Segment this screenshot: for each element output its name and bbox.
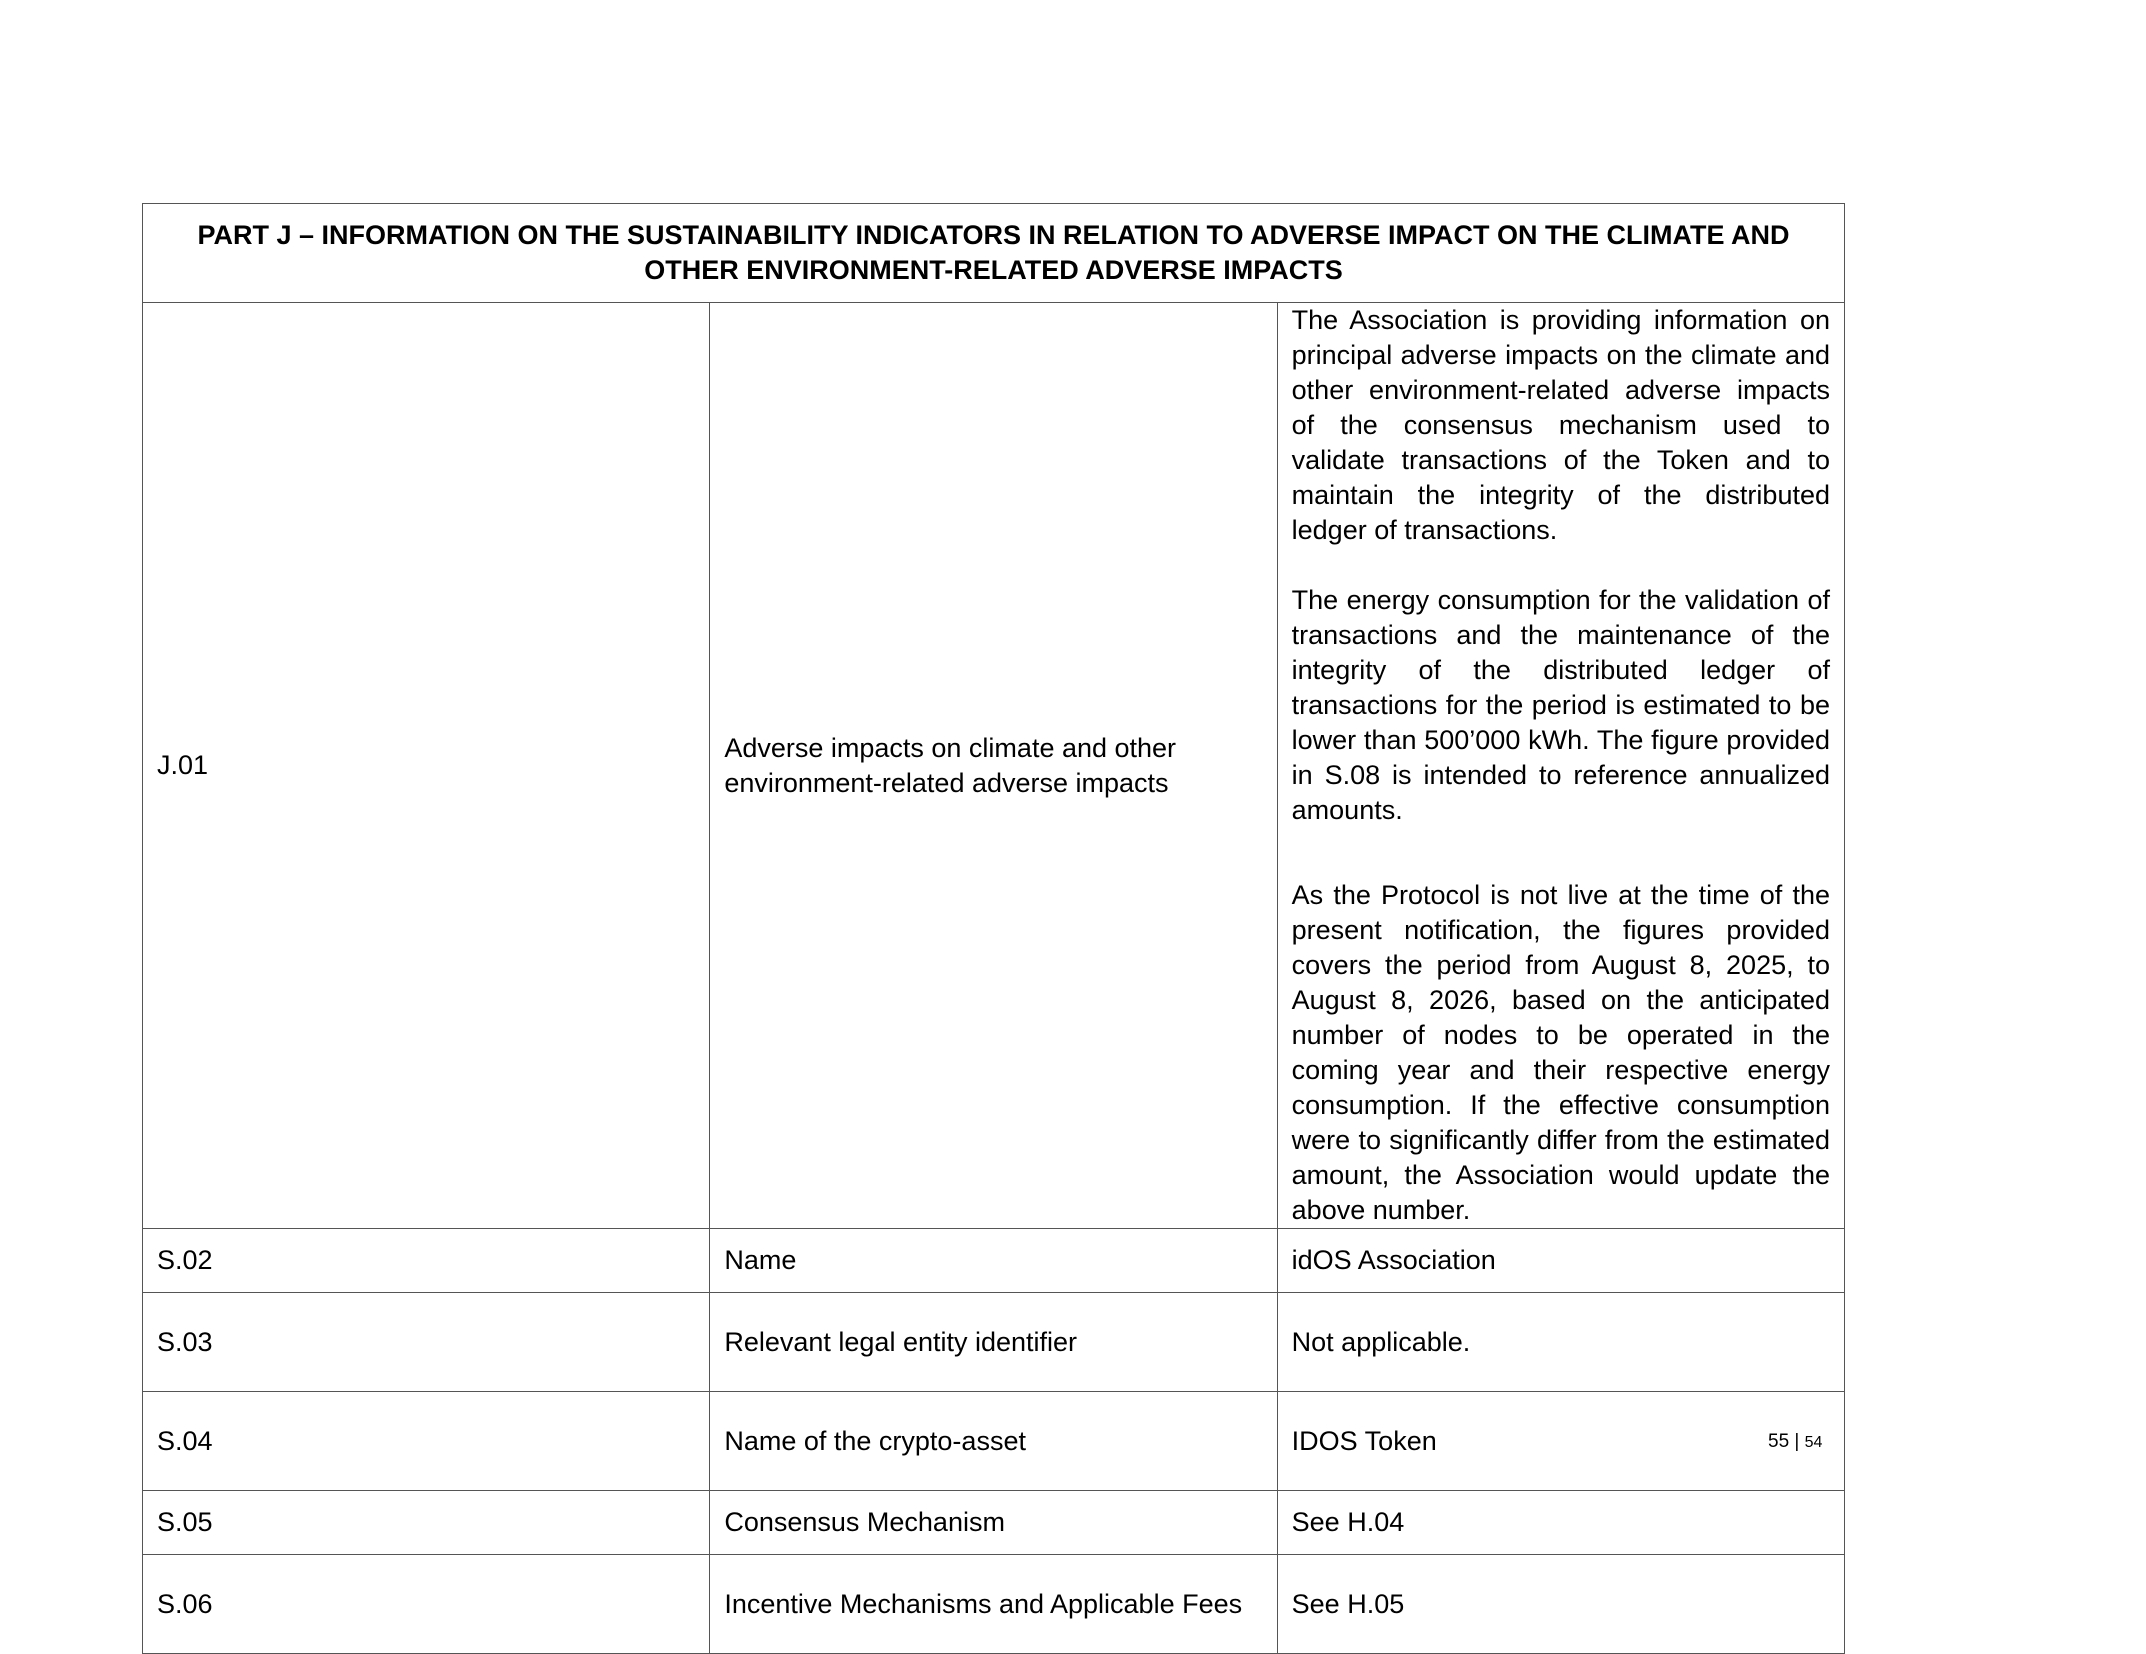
sustainability-table — [142, 203, 1845, 1654]
row-value: IDOS Token — [1277, 1392, 1844, 1491]
row-field: Relevant legal entity identifier — [710, 1293, 1277, 1392]
table-row — [143, 1293, 1845, 1392]
table-header-row — [143, 204, 1845, 303]
row-code: S.04 — [143, 1392, 710, 1491]
row-code: J.01 — [143, 303, 710, 1229]
row-value: See H.05 — [1277, 1555, 1844, 1654]
row-code: S.03 — [143, 1293, 710, 1392]
row-field: Incentive Mechanisms and Applicable Fees — [710, 1555, 1277, 1654]
table-title: PART J – INFORMATION ON THE SUSTAINABILITY INDICATORS IN RELATION TO ADVERSE IMPACT ON THE CLIMATE AND OTHER ENVIRONMENT-RELATED ADVERSE IMPACTS — [143, 204, 1845, 303]
total-pages: 54 — [1804, 1434, 1823, 1451]
table-row — [143, 1229, 1845, 1293]
table-row — [143, 303, 1845, 1229]
row-code: S.06 — [143, 1555, 710, 1654]
paragraph: The energy consumption for the validation of transactions and the maintenance of the integrity of the distributed ledger of transactions for the period is estimated to be lower than 500’000 kWh. The figure provided in S.08 is intended to reference annualized amounts. — [1291, 585, 1830, 825]
row-code: S.05 — [143, 1491, 710, 1555]
paragraph: As the Protocol is not live at the time of the present notification, the figures provided covers the period from August 8, 2025, to August 8, 2026, based on the anticipated number of nodes to be operated in the coming year and their respective energy consumption. If the effective consumption were to significantly differ from the estimated amount, the Association would update the above number. — [1291, 880, 1830, 1225]
row-field: Name — [710, 1229, 1277, 1293]
page-number — [1768, 1431, 1822, 1453]
table-row — [143, 1392, 1845, 1491]
row-value: idOS Association — [1277, 1229, 1844, 1293]
row-field: Name of the crypto-asset — [710, 1392, 1277, 1491]
table-row — [143, 1491, 1845, 1555]
page-separator: | — [1794, 1431, 1800, 1452]
paragraph: The Association is providing information on principal adverse impacts on the climate and other environment-related adverse impacts of the consensus mechanism used to validate transactions of the Token and to maintain the integrity of the distributed ledger of transactions. — [1291, 305, 1830, 545]
row-code: S.02 — [143, 1229, 710, 1293]
row-field: Adverse impacts on climate and other environment-related adverse impacts — [710, 303, 1277, 1229]
table-row — [143, 1555, 1845, 1654]
current-page: 55 — [1768, 1431, 1790, 1452]
row-value — [1277, 303, 1844, 1229]
row-value: Not applicable. — [1277, 1293, 1844, 1392]
row-field: Consensus Mechanism — [710, 1491, 1277, 1555]
row-value: See H.04 — [1277, 1491, 1844, 1555]
